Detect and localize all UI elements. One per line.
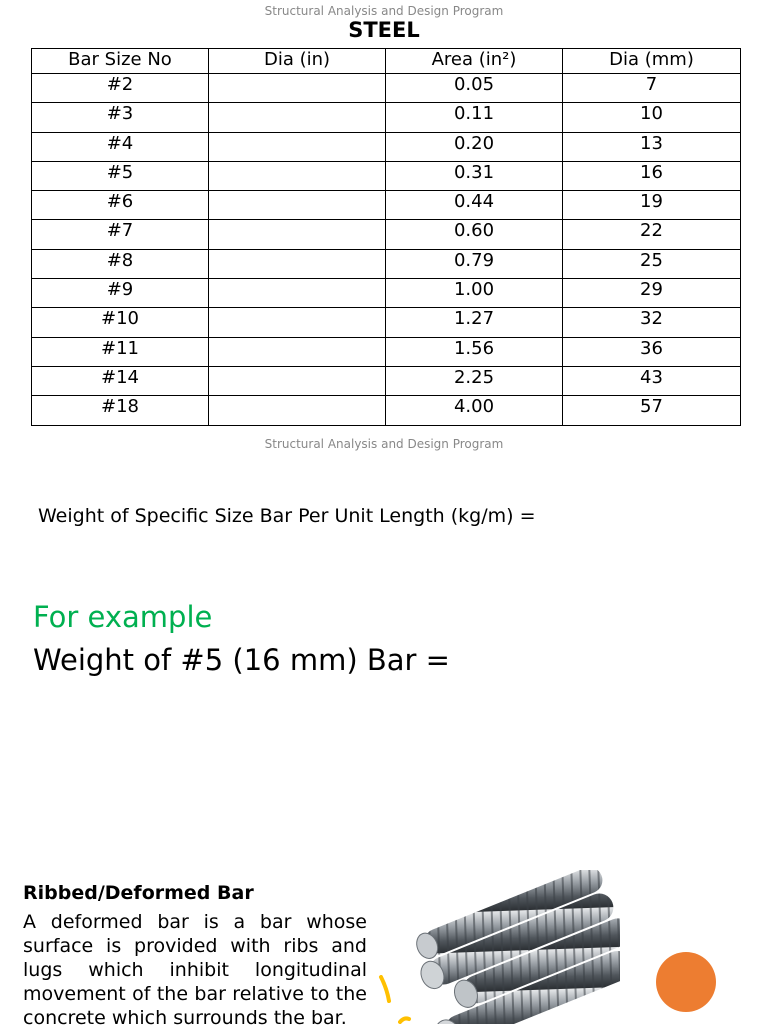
table-row [32,220,741,249]
table-cell: 57 [563,396,741,425]
table-cell: 19 [563,191,741,220]
bottom-caption: Structural Analysis and Design Program [264,437,504,451]
table-row [32,74,741,103]
table-cell: 1.00 [386,279,563,308]
table-cell [209,161,386,190]
table-row [32,279,741,308]
table-cell [209,103,386,132]
table-cell: #7 [32,220,209,249]
table-cell: 0.44 [386,191,563,220]
table-cell [209,132,386,161]
table-cell: 0.31 [386,161,563,190]
table-cell [209,191,386,220]
table-row [32,396,741,425]
table-cell: 22 [563,220,741,249]
page-title: STEEL [348,18,420,42]
table-cell [209,337,386,366]
table-cell: 13 [563,132,741,161]
yellow-mark-decoration [378,975,394,1005]
table-row [32,191,741,220]
table-cell: 7 [563,74,741,103]
table-row [32,249,741,278]
table-cell: 29 [563,279,741,308]
table-cell: 32 [563,308,741,337]
table-cell: 2.25 [386,366,563,395]
table-row [32,308,741,337]
table-cell: 0.79 [386,249,563,278]
table-cell: #4 [32,132,209,161]
table-cell: 10 [563,103,741,132]
table-cell: #9 [32,279,209,308]
table-cell: #14 [32,366,209,395]
table-cell: 1.27 [386,308,563,337]
example-heading: For example [33,600,213,634]
table-cell [209,366,386,395]
table-cell: 43 [563,366,741,395]
table-cell: 0.60 [386,220,563,249]
table-row [32,366,741,395]
table-cell: 36 [563,337,741,366]
column-header: Dia (in) [209,49,386,74]
table-row [32,161,741,190]
table-cell: 0.11 [386,103,563,132]
table-row [32,337,741,366]
column-header: Area (in²) [386,49,563,74]
table-cell: 16 [563,161,741,190]
table-cell: #10 [32,308,209,337]
orange-circle-decoration [656,952,716,1012]
yellow-mark-decoration [398,1016,412,1024]
table-cell: 4.00 [386,396,563,425]
column-header: Bar Size No [32,49,209,74]
table-cell [209,249,386,278]
table-cell: #8 [32,249,209,278]
table-cell: 0.20 [386,132,563,161]
table-cell: 0.05 [386,74,563,103]
weight-formula-text: Weight of Specific Size Bar Per Unit Length (kg/m) = [38,505,536,527]
table-header-row [32,49,741,74]
top-caption: Structural Analysis and Design Program [264,4,504,18]
table-cell: #11 [32,337,209,366]
table-cell [209,220,386,249]
table-cell: 25 [563,249,741,278]
table-cell: #2 [32,74,209,103]
table-row [32,132,741,161]
table-cell [209,396,386,425]
table-cell [209,74,386,103]
table-cell: #6 [32,191,209,220]
table-cell: #5 [32,161,209,190]
table-cell [209,279,386,308]
steel-bar-table [31,48,741,426]
table-cell [209,308,386,337]
rebar-bundle-image [410,870,620,1024]
table-row [32,103,741,132]
example-line: Weight of #5 (16 mm) Bar = [33,643,450,677]
table-cell: #3 [32,103,209,132]
table-cell: #18 [32,396,209,425]
table-cell: 1.56 [386,337,563,366]
rebar-heading: Ribbed/Deformed Bar [23,882,254,904]
column-header: Dia (mm) [563,49,741,74]
rebar-description: A deformed bar is a bar whose surface is provided with ribs and lugs which inhibit longitudinal movement of the bar relative to the concrete which surrounds the bar. [23,911,367,1029]
